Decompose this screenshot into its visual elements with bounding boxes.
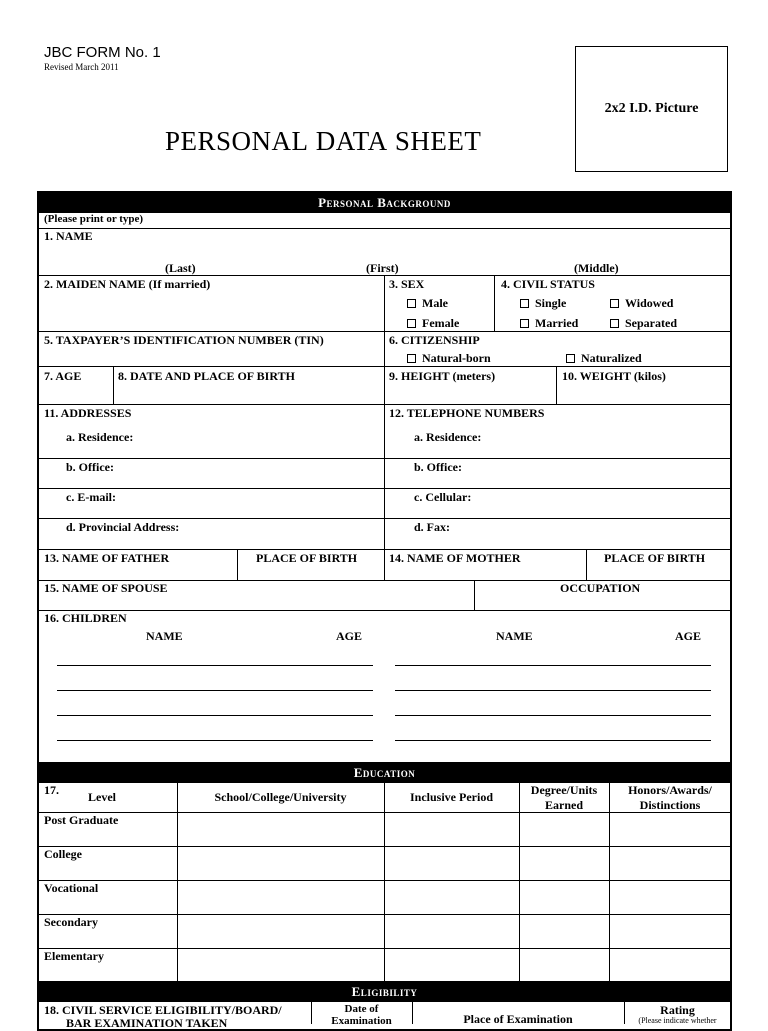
checkbox-icon [610,319,619,328]
child-line[interactable] [395,715,711,716]
checkbox-icon [407,354,416,363]
telephone-label: 12. TELEPHONE NUMBERS [389,406,545,420]
col-degree-2: Earned [544,798,583,812]
mother-birth-label: PLACE OF BIRTH [604,551,706,565]
form-number: JBC FORM No. 1 [44,44,161,61]
checkbox-icon [566,354,575,363]
level-row: Secondary [44,915,98,929]
address-office: b. Office: [66,460,114,474]
first-name-label: (First) [366,261,399,275]
single-option[interactable]: Single [520,296,566,311]
education-number: 17. [44,783,59,797]
level-row: College [44,847,82,861]
height-label: 9. HEIGHT (meters) [389,369,496,383]
tin-label: 5. TAXPAYER’S IDENTIFICATION NUMBER (TIN) [44,333,324,347]
male-option[interactable]: Male [407,296,448,311]
occupation-label: OCCUPATION [560,581,641,595]
id-picture-box[interactable]: 2x2 I.D. Picture [575,46,728,172]
maiden-name-label: 2. MAIDEN NAME (If married) [44,277,211,291]
tel-cellular: c. Cellular: [414,490,472,504]
address-residence: a. Residence: [66,430,134,444]
spouse-label: 15. NAME OF SPOUSE [44,581,168,595]
female-option[interactable]: Female [407,316,459,331]
exam-label-1: 18. CIVIL SERVICE ELIGIBILITY/BOARD/ [44,1003,282,1017]
address-email: c. E-mail: [66,490,116,504]
level-row: Elementary [44,949,104,963]
rating-label: Rating [660,1003,695,1017]
child-line[interactable] [395,665,711,666]
middle-name-label: (Middle) [574,261,619,275]
tel-fax: d. Fax: [414,520,450,534]
father-label: 13. NAME OF FATHER [44,551,170,565]
child-line[interactable] [57,740,373,741]
checkbox-icon [407,319,416,328]
col-level: Level [88,790,116,804]
level-row: Vocational [44,881,99,895]
col-honors-2: Distinctions [639,798,701,812]
last-name-label: (Last) [165,261,196,275]
mother-label: 14. NAME OF MOTHER [389,551,521,565]
checkbox-icon [610,299,619,308]
naturalized-option[interactable]: Naturalized [566,351,642,366]
children-age-header-2: AGE [675,629,702,643]
children-age-header: AGE [336,629,363,643]
addresses-label: 11. ADDRESSES [44,406,132,420]
child-line[interactable] [57,715,373,716]
children-name-header-2: NAME [496,629,533,643]
col-honors-1: Honors/Awards/ [628,783,712,797]
natural-born-option[interactable]: Natural-born [407,351,491,366]
print-note: (Please print or type) [44,213,144,225]
exam-label-2: BAR EXAMINATION TAKEN [66,1016,228,1030]
father-birth-label: PLACE OF BIRTH [256,551,358,565]
children-label: 16. CHILDREN [44,611,127,625]
date-label-2: Examination [331,1015,392,1027]
rating-note: (Please indicate whether [638,1016,717,1025]
married-option[interactable]: Married [520,316,578,331]
eligibility-header: Eligibility [38,981,731,1002]
revised-date: Revised March 2011 [44,62,119,72]
page-title: PERSONAL DATA SHEET [165,126,482,156]
address-provincial: d. Provincial Address: [66,520,180,534]
checkbox-icon [520,299,529,308]
civil-status-label: 4. CIVIL STATUS [501,277,595,291]
citizenship-label: 6. CITIZENSHIP [389,333,480,347]
widowed-option[interactable]: Widowed [610,296,673,311]
tel-office: b. Office: [414,460,462,474]
tel-residence: a. Residence: [414,430,482,444]
sex-label: 3. SEX [389,277,425,291]
age-label: 7. AGE [44,369,82,383]
checkbox-icon [407,299,416,308]
personal-background-header: Personal Background [38,192,731,213]
weight-label: 10. WEIGHT (kilos) [562,369,666,383]
col-degree-1: Degree/Units [530,783,598,797]
children-name-header: NAME [146,629,183,643]
name-label: 1. NAME [44,229,93,243]
col-school: School/College/University [214,790,347,804]
child-line[interactable] [395,690,711,691]
col-period: Inclusive Period [410,790,493,804]
birth-label: 8. DATE AND PLACE OF BIRTH [118,369,295,383]
child-line[interactable] [57,665,373,666]
education-header: Education [38,762,731,783]
date-label-1: Date of [344,1003,379,1015]
child-line[interactable] [395,740,711,741]
level-row: Post Graduate [44,813,119,827]
separated-option[interactable]: Separated [610,316,677,331]
place-label: Place of Examination [463,1012,573,1026]
child-line[interactable] [57,690,373,691]
checkbox-icon [520,319,529,328]
